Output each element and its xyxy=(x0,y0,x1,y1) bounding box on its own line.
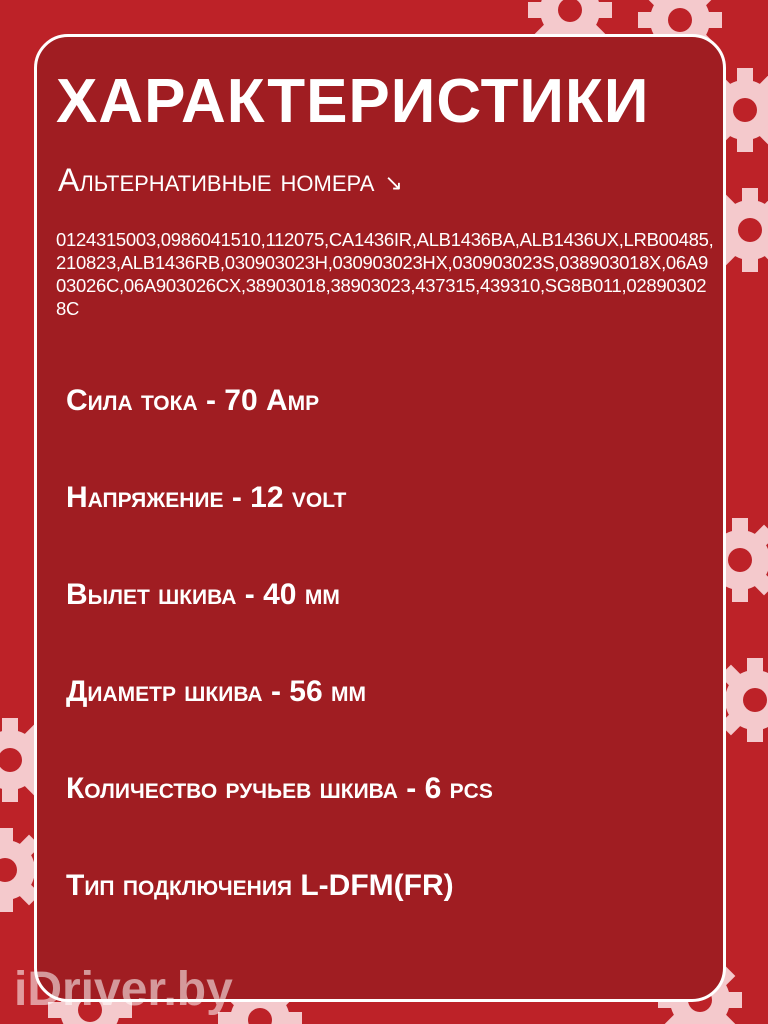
spec-label: Диаметр шкива xyxy=(66,675,263,708)
spec-value: 70 xyxy=(224,384,258,417)
spec-pulley-grooves xyxy=(66,772,493,806)
spec-current xyxy=(66,384,319,418)
spec-label: Сила тока xyxy=(66,384,198,417)
spec-value: 56 xyxy=(289,675,323,708)
alt-numbers-list: 0124315003,0986041510,112075,CA1436IR,ALB1436BA,ALB1436UX,LRB00485,210823,ALB1436RB,030903023H,030903023HX,030903023S,038903018X,06A903026C,06A903026CX,38903018,38903023,437315,439310,SG8B011,028903028C xyxy=(56,229,714,319)
spec-unit: pcs xyxy=(441,772,493,805)
alt-numbers-heading xyxy=(58,162,403,199)
spec-separator: - xyxy=(223,481,251,514)
spec-unit: мм xyxy=(322,675,366,708)
spec-unit: volt xyxy=(283,481,347,514)
spec-connection-type xyxy=(66,869,454,903)
spec-unit: мм xyxy=(296,578,340,611)
spec-value: 12 xyxy=(250,481,284,514)
spec-value: L-DFM(FR) xyxy=(300,869,454,902)
spec-label: Количество ручьев шкива xyxy=(66,772,398,805)
spec-value: 6 xyxy=(424,772,442,805)
spec-label: Напряжение xyxy=(66,481,224,514)
spec-separator: - xyxy=(397,772,425,805)
spec-pulley-diameter xyxy=(66,675,366,709)
spec-label: Вылет шкива xyxy=(66,578,237,611)
spec-value: 40 xyxy=(263,578,297,611)
arrow-down-right-icon: ↘ xyxy=(384,169,403,195)
spec-separator: - xyxy=(262,675,290,708)
page-title: ХАРАКТЕРИСТИКИ xyxy=(56,67,650,136)
spec-label: Тип подключения xyxy=(66,869,293,902)
spec-unit: Amp xyxy=(257,384,320,417)
watermark-logo: iDriver.by xyxy=(14,963,233,1016)
spec-voltage xyxy=(66,481,346,515)
alt-numbers-heading-text: Альтернативные номера xyxy=(58,162,375,198)
spec-separator: - xyxy=(236,578,264,611)
spec-pulley-offset xyxy=(66,578,340,612)
spec-separator: - xyxy=(197,384,225,417)
